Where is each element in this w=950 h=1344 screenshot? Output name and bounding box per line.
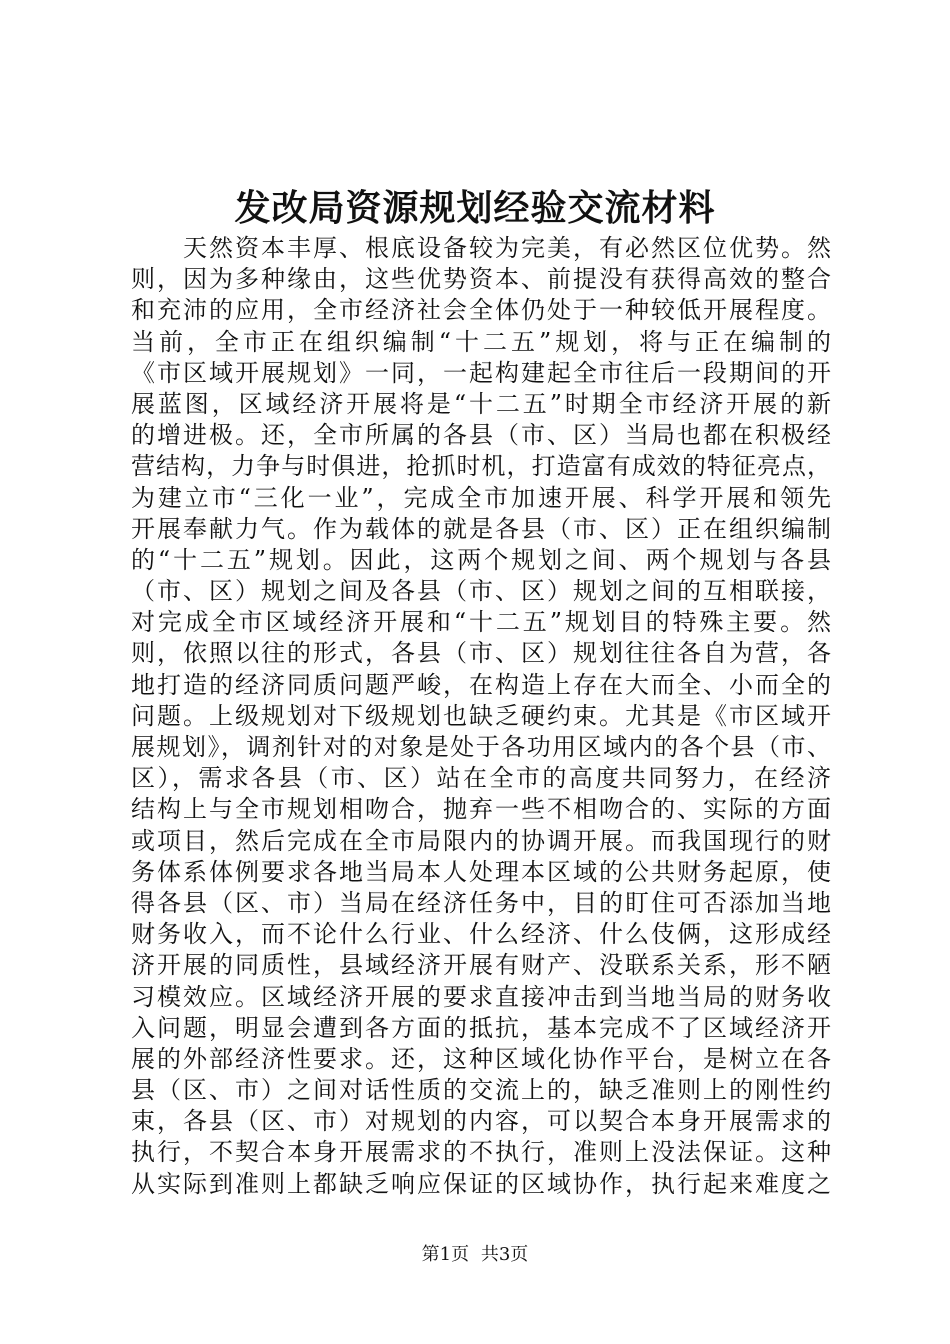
paragraph-line: 营结构，力争与时俱进，抢抓时机，打造富有成效的特征亮点，: [131, 452, 831, 481]
paragraph-line: 务体系体例要求各地当局本人处理本区域的公共财务起原，使: [131, 857, 831, 886]
paragraph-line: 财务收入，而不论什么行业、什么经济、什么伎俩，这形成经: [131, 920, 831, 949]
paragraph-line: 则，依照以往的形式，各县（市、区）规划往往各自为营，各: [131, 639, 831, 668]
paragraph-line: 济开展的同质性，县域经济开展有财产、没联系关系，形不陋: [131, 951, 831, 980]
document-body: [131, 233, 831, 1200]
paragraph-line: 的增进极。还，全市所属的各县（市、区）当局也都在积极经: [131, 421, 831, 450]
paragraph-line: 从实际到准则上都缺乏响应保证的区域协作，执行起来难度之: [131, 1169, 831, 1198]
paragraph-line: 地打造的经济同质问题严峻，在构造上存在大而全、小而全的: [131, 670, 831, 699]
paragraph-line: 《市区域开展规划》一同，一起构建起全市往后一段期间的开: [131, 358, 831, 387]
paragraph-line: （市、区）规划之间及各县（市、区）规划之间的互相联接，: [131, 577, 831, 606]
page-total: 共3页: [480, 1244, 529, 1265]
paragraph-line: 结构上与全市规划相吻合，抛弃一些不相吻合的、实际的方面: [131, 795, 831, 824]
paragraph-line: 入问题，明显会遭到各方面的抵抗，基本完成不了区域经济开: [131, 1013, 831, 1042]
page-footer: [0, 1243, 950, 1267]
paragraph-line: 执行，不契合本身开展需求的不执行，准则上没法保证。这种: [131, 1138, 831, 1167]
paragraph-line: 当前，全市正在组织编制“十二五”规划，将与正在编制的: [131, 327, 831, 356]
paragraph-line: 习模效应。区域经济开展的要求直接冲击到当地当局的财务收: [131, 982, 831, 1011]
paragraph-line: 束，各县（区、市）对规划的内容，可以契合本身开展需求的: [131, 1107, 831, 1136]
paragraph-line: 对完成全市区域经济开展和“十二五”规划目的特殊主要。然: [131, 608, 831, 637]
paragraph-line: 得各县（区、市）当局在经济任务中，目的盯住可否添加当地: [131, 888, 831, 917]
page-number: 第1页: [421, 1244, 470, 1265]
paragraph-line: 问题。上级规划对下级规划也缺乏硬约束。尤其是《市区域开: [131, 701, 831, 730]
paragraph-line: 展的外部经济性要求。还，这种区域化协作平台，是树立在各: [131, 1044, 831, 1073]
paragraph-line: 天然资本丰厚、根底设备较为完美，有必然区位优势。然: [131, 234, 831, 262]
paragraph-line: 县（区、市）之间对话性质的交流上的，缺乏准则上的刚性约: [131, 1076, 831, 1105]
paragraph-line: 展规划》，调剂针对的对象是处于各功用区域内的各个县（市、: [131, 733, 831, 761]
paragraph-line: 为建立市“三化一业”，完成全市加速开展、科学开展和领先: [131, 483, 831, 512]
paragraph-line: 展蓝图，区域经济开展将是“十二五”时期全市经济开展的新: [131, 389, 831, 418]
document-title: 发改局资源规划经验交流材料: [234, 187, 716, 229]
paragraph-line: 的“十二五”规划。因此，这两个规划之间、两个规划与各县: [131, 545, 831, 574]
paragraph-line: 开展奉献力气。作为载体的就是各县（市、区）正在组织编制: [131, 514, 831, 543]
paragraph-line: 区），需求各县（市、区）站在全市的高度共同努力，在经济: [131, 764, 831, 793]
paragraph-line: 则，因为多种缘由，这些优势资本、前提没有获得高效的整合: [131, 265, 831, 294]
paragraph-line: 和充沛的应用，全市经济社会全体仍处于一种较低开展程度。: [131, 296, 831, 325]
paragraph-line: 或项目，然后完成在全市局限内的协调开展。而我国现行的财: [131, 826, 831, 855]
